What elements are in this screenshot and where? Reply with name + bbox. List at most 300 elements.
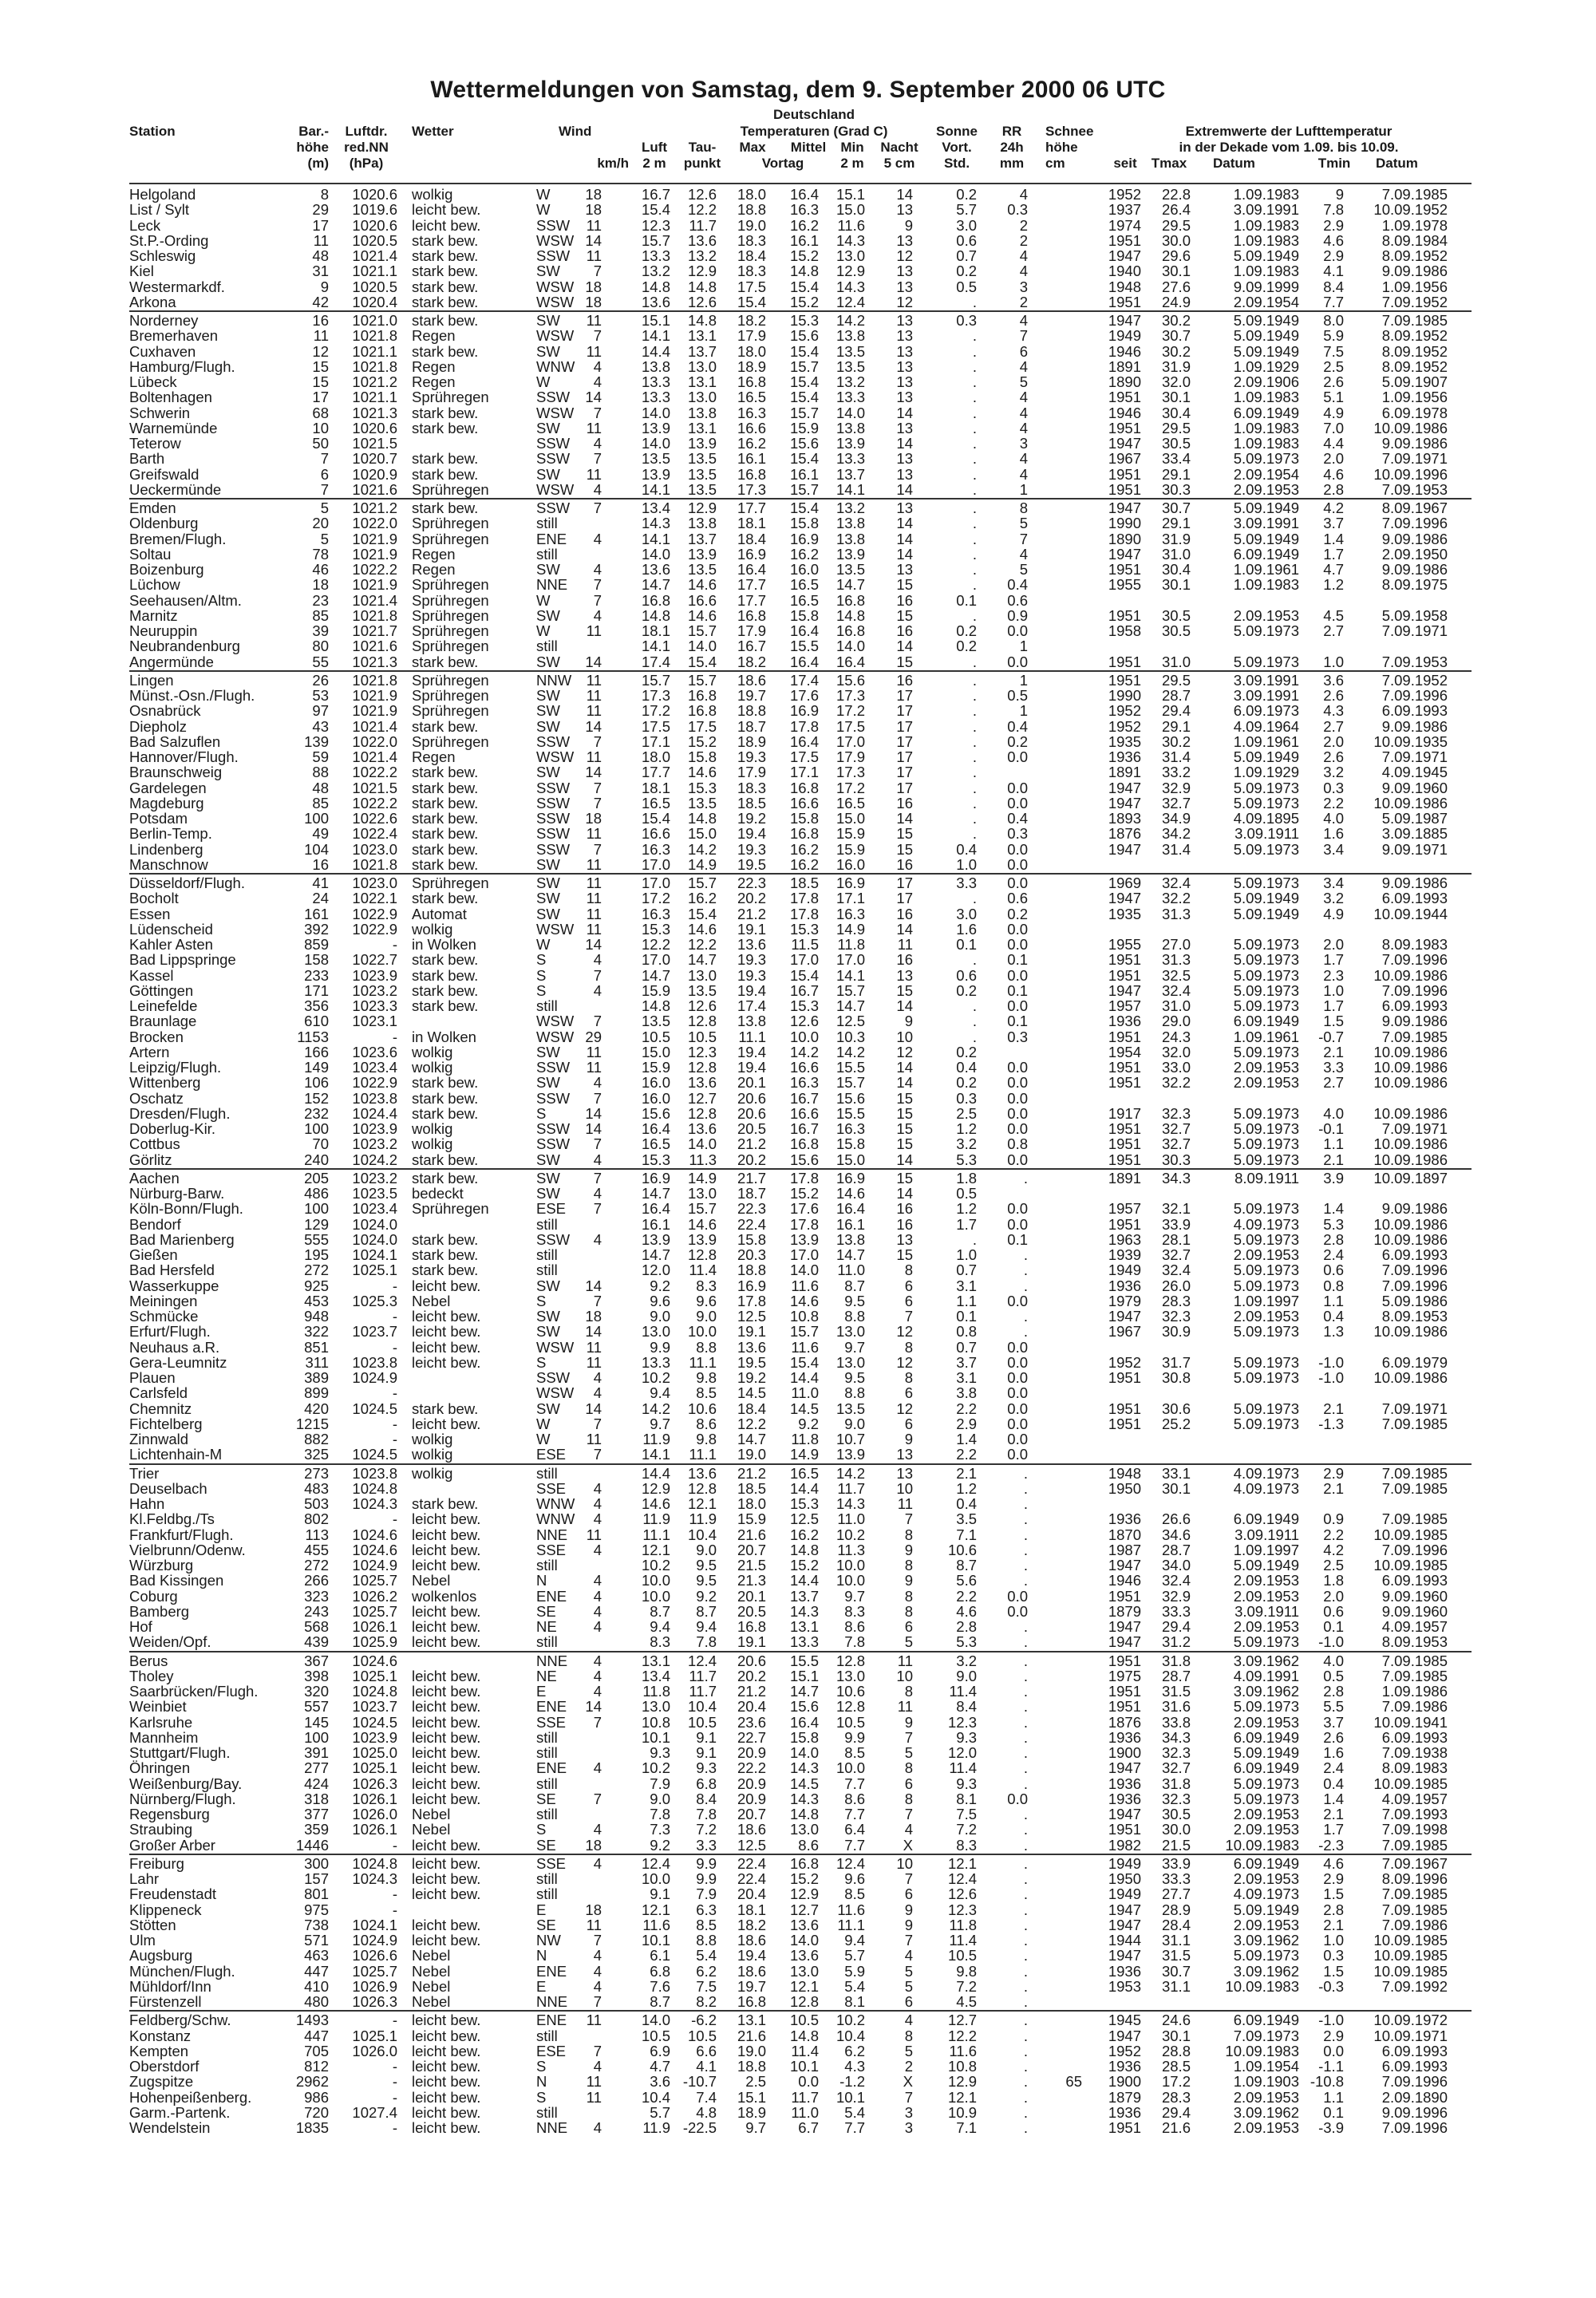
barometer-height: 243: [304, 1602, 329, 1620]
pressure: -: [392, 1901, 397, 1918]
pressure: 1024.4: [352, 1104, 397, 1122]
tmin-date: 7.09.1952: [1381, 293, 1448, 310]
barometer-height: 391: [304, 1744, 329, 1761]
wind-speed: 4: [593, 981, 602, 999]
pressure: 1023.2: [352, 1135, 397, 1153]
weather: leicht bew.: [412, 1510, 481, 1528]
record-since: 1890: [1108, 373, 1141, 390]
temp-night: 9: [904, 1572, 913, 1589]
wind-direction: SSW: [536, 779, 571, 796]
header-sonne-3: Std.: [943, 156, 970, 171]
table-row: [0, 500, 1596, 515]
wind-direction: E: [536, 1901, 547, 1918]
sunshine: .: [972, 1230, 977, 1248]
tmax-record: 32.1: [1161, 1200, 1191, 1218]
tmin-record: 1.7: [1323, 951, 1344, 969]
pressure: 1022.9: [352, 1074, 397, 1092]
table-row: [0, 1699, 1596, 1714]
precipitation: 4: [1019, 389, 1028, 406]
temp-mean-prev: 15.5: [789, 638, 819, 655]
wind-direction: W: [536, 186, 551, 203]
tmax-record: 29.1: [1161, 515, 1191, 532]
precipitation: .: [1023, 1652, 1028, 1669]
pressure: 1024.8: [352, 1854, 397, 1872]
sunshine: .: [972, 606, 977, 624]
sunshine: 0.8: [956, 1323, 977, 1340]
barometer-height: 455: [304, 1541, 329, 1558]
record-since: 1879: [1108, 1602, 1141, 1620]
temp-night: 8: [904, 1759, 913, 1777]
wind-speed: 11: [586, 2088, 602, 2106]
tmin-date: 7.09.1985: [1381, 1464, 1448, 1482]
tmax-record: 29.4: [1161, 2103, 1191, 2121]
temp-mean-prev: 14.5: [789, 1775, 819, 1792]
tmax-date: 1.09.1961: [1233, 732, 1299, 750]
tmin-record: 3.7: [1323, 1713, 1344, 1731]
tmin-record: 0.6: [1323, 1602, 1344, 1620]
temp-night: 12: [896, 1043, 913, 1060]
temp-mean-prev: 15.4: [789, 373, 819, 390]
temp-night: 12: [896, 247, 913, 264]
tmin-record: 1.6: [1323, 1744, 1344, 1761]
temp-air: 12.0: [641, 1262, 670, 1279]
tmax-date: 3.09.1911: [1235, 825, 1299, 843]
temp-mean-prev: 15.7: [789, 480, 819, 498]
tmax-date: 5.09.1973: [1233, 1775, 1299, 1792]
wind-direction: SSE: [536, 1854, 567, 1872]
tmin-date: 9.09.1960: [1381, 1602, 1448, 1620]
barometer-height: 85: [312, 794, 329, 811]
station-name: Hohenpeißenberg.: [129, 2088, 252, 2106]
temp-air: 13.0: [641, 1698, 670, 1716]
temp-dewpoint: 13.6: [687, 231, 717, 249]
tmin-record: 7.0: [1323, 419, 1344, 436]
wind-speed: 11: [586, 1059, 602, 1076]
tmax-date: 5.09.1973: [1233, 1135, 1299, 1153]
station-name: Bad Hersfeld: [129, 1262, 215, 1279]
temp-dewpoint: 11.3: [689, 1151, 717, 1168]
tmin-date: 7.09.1996: [1381, 981, 1448, 999]
station-name: Braunlage: [129, 1013, 197, 1030]
tmin-record: 2.6: [1323, 1728, 1344, 1746]
temp-dewpoint: 10.5: [687, 2027, 717, 2044]
temp-dewpoint: 12.2: [687, 936, 717, 953]
precipitation: 4: [1019, 247, 1028, 264]
precipitation: 0.0: [1007, 1587, 1028, 1605]
sunshine: 3.1: [956, 1277, 977, 1294]
header-sonne-2: Vort.: [942, 140, 972, 155]
wind-direction: SSW: [536, 216, 571, 234]
tmax-record: 17.2: [1161, 2073, 1191, 2091]
weather: wolkig: [412, 1464, 453, 1482]
table-row: [0, 1589, 1596, 1604]
temp-night: 6: [904, 1993, 913, 2010]
record-since: 1947: [1108, 435, 1141, 452]
temp-night: 10: [896, 1479, 913, 1497]
barometer-height: 1215: [295, 1415, 329, 1432]
tmin-record: 1.4: [1323, 1790, 1344, 1807]
pressure: 1024.6: [352, 1541, 397, 1558]
sunshine: .: [972, 997, 977, 1014]
temp-dewpoint: 12.9: [687, 499, 717, 516]
temp-mean-prev: 17.5: [789, 748, 819, 765]
barometer-height: 300: [304, 1854, 329, 1872]
temp-night: 13: [896, 327, 913, 345]
station-name: Bremen/Flugh.: [129, 530, 227, 547]
station-name: Soltau: [129, 545, 172, 563]
record-since: 1947: [1108, 499, 1141, 516]
temp-dewpoint: 12.8: [687, 1246, 717, 1263]
temp-dewpoint: 13.7: [687, 530, 717, 547]
temp-night: 17: [896, 779, 913, 796]
barometer-height: 233: [304, 966, 329, 984]
temp-air: 13.2: [641, 263, 670, 280]
record-since: 1890: [1108, 530, 1141, 547]
tmax-record: 31.2: [1161, 1633, 1191, 1651]
tmax-date: 4.09.1973: [1233, 1885, 1299, 1903]
station-name: Schwerin: [129, 404, 191, 421]
temp-dewpoint: 9.9: [696, 1854, 717, 1872]
station-name: Frankfurt/Flugh.: [129, 1526, 234, 1543]
temp-max-prev: 12.5: [737, 1836, 766, 1854]
tmax-record: 27.0: [1161, 936, 1191, 953]
pressure: 1022.2: [352, 794, 397, 811]
temp-night: 7: [904, 1870, 913, 1887]
station-name: Würzburg: [129, 1557, 194, 1573]
precipitation: 0.0: [1007, 1790, 1028, 1807]
table-row: [0, 187, 1596, 202]
record-since: 1947: [1108, 1806, 1141, 1822]
temp-max-prev: 20.2: [737, 1667, 766, 1684]
temp-air: 15.4: [641, 810, 670, 827]
station-name: Mannheim: [129, 1728, 199, 1746]
temp-air: 9.2: [650, 1836, 670, 1854]
wind-direction: WNW: [536, 357, 575, 375]
weather: Sprühregen: [412, 875, 489, 891]
temp-night: 8: [904, 1369, 913, 1386]
wind-speed: 4: [593, 1074, 602, 1092]
temp-air: 13.6: [641, 561, 670, 578]
barometer-height: 100: [304, 1120, 329, 1137]
tmin-date: 10.09.1985: [1373, 1962, 1448, 1980]
temp-night: 15: [896, 576, 913, 594]
tmin-record: 0.1: [1323, 2103, 1344, 2121]
temp-min: 9.6: [844, 1870, 865, 1887]
weather: leicht bew.: [412, 1602, 481, 1620]
temp-max-prev: 18.8: [737, 1262, 766, 1279]
table-row: [0, 1370, 1596, 1385]
pressure: 1023.0: [352, 875, 397, 891]
tmin-date: 8.09.1952: [1381, 342, 1448, 360]
tmax-record: 27.7: [1161, 1885, 1191, 1903]
tmax-date: 3.09.1991: [1233, 201, 1299, 219]
tmin-date: 8.09.1983: [1381, 936, 1448, 953]
temp-min: 10.3: [836, 1028, 865, 1045]
sunshine: .: [972, 890, 977, 907]
record-since: 1951: [1108, 480, 1141, 498]
tmax-date: 5.09.1973: [1233, 1043, 1299, 1060]
precipitation: 3: [1019, 278, 1028, 295]
temp-mean-prev: 16.4: [789, 653, 819, 670]
wind-speed: 4: [593, 1652, 602, 1669]
table-row: [0, 780, 1596, 796]
wind-speed: 11: [586, 1338, 602, 1356]
wind-speed: 4: [593, 1977, 602, 1995]
header-kmh: km/h: [597, 156, 629, 171]
tmax-date: 5.09.1973: [1233, 1947, 1299, 1964]
temp-max-prev: 20.2: [737, 1151, 766, 1168]
station-name: Boizenburg: [129, 561, 204, 578]
tmin-date: 5.09.1907: [1381, 373, 1448, 390]
pressure: 1024.6: [352, 1652, 397, 1669]
temp-min: 16.8: [836, 622, 865, 639]
record-since: 1950: [1108, 1479, 1141, 1497]
temp-night: 13: [896, 278, 913, 295]
temp-night: 5: [904, 2042, 913, 2059]
tmin-date: 7.09.1985: [1381, 1652, 1448, 1669]
wind-direction: WNW: [536, 1495, 575, 1512]
temp-min: 14.3: [836, 231, 865, 249]
pressure: -: [392, 1028, 397, 1045]
precipitation: 5: [1019, 561, 1028, 578]
barometer-height: 42: [312, 293, 329, 310]
weather: leicht bew.: [412, 1633, 481, 1651]
sunshine: .: [972, 404, 977, 421]
temp-night: 15: [896, 1169, 913, 1187]
wind-speed: 11: [586, 855, 602, 873]
wind-direction: S: [536, 2058, 547, 2075]
record-since: 1952: [1108, 2042, 1141, 2059]
precipitation: 0.8: [1007, 1135, 1028, 1153]
tmax-record: 30.4: [1161, 404, 1191, 421]
pressure: 1025.0: [352, 1744, 397, 1761]
temp-night: 6: [904, 1415, 913, 1432]
temp-dewpoint: 14.6: [687, 920, 717, 938]
barometer-height: 272: [304, 1557, 329, 1573]
table-row: [0, 1106, 1596, 1121]
temp-dewpoint: 14.7: [687, 951, 717, 969]
temp-max-prev: 19.4: [737, 981, 766, 999]
temp-max-prev: 23.6: [737, 1713, 766, 1731]
pressure: 1021.6: [352, 638, 397, 655]
barometer-height: 7: [320, 450, 329, 468]
sunshine: 0.1: [956, 1308, 977, 1325]
temp-night: 8: [904, 1526, 913, 1543]
weather: stark bew.: [412, 1400, 479, 1417]
temp-min: 15.0: [836, 810, 865, 827]
wind-speed: 7: [593, 1089, 602, 1107]
wind-speed: 18: [585, 186, 602, 203]
temp-max-prev: 22.2: [737, 1759, 766, 1777]
weather: stark bew.: [412, 810, 479, 827]
precipitation: 0.2: [1007, 732, 1028, 750]
temp-max-prev: 16.9: [737, 545, 766, 563]
pressure: -: [392, 1510, 397, 1528]
precipitation: 0.0: [1007, 1215, 1028, 1233]
temp-min: 13.8: [836, 419, 865, 436]
temp-max-prev: 17.7: [737, 499, 766, 516]
precipitation: 0.0: [1007, 748, 1028, 765]
sunshine: .: [972, 561, 977, 578]
station-name: Lichtenhain-M: [129, 1446, 223, 1463]
tmax-date: 5.09.1973: [1233, 1698, 1299, 1716]
wind-direction: SSE: [536, 1713, 567, 1731]
header-luftdruck-2: red.NN: [344, 140, 389, 155]
tmin-date: 6.09.1993: [1381, 1246, 1448, 1263]
temp-mean-prev: 15.3: [789, 1495, 819, 1512]
tmax-date: 5.09.1949: [1233, 1901, 1299, 1918]
barometer-height: 389: [304, 1369, 329, 1386]
table-row: [0, 2120, 1596, 2135]
tmax-date: 3.09.1991: [1233, 515, 1299, 532]
tmax-date: 2.09.1906: [1233, 373, 1299, 390]
station-name: Westermarkdf.: [129, 278, 225, 295]
record-since: 1936: [1108, 1013, 1141, 1030]
wind-direction: still: [536, 1806, 558, 1822]
temp-max-prev: 12.5: [737, 1308, 766, 1325]
temp-min: 16.0: [836, 855, 865, 873]
record-since: 1891: [1108, 1169, 1141, 1187]
station-name: Nürnberg/Flugh.: [129, 1790, 236, 1807]
temp-min: 15.1: [836, 186, 865, 203]
temp-max-prev: 19.3: [737, 748, 766, 765]
tmin-date: 7.09.1998: [1381, 1821, 1448, 1838]
wind-speed: 7: [593, 779, 602, 796]
temp-max-prev: 18.5: [737, 794, 766, 811]
station-name: Görlitz: [129, 1151, 172, 1168]
tmax-record: 34.3: [1161, 1728, 1191, 1746]
temp-night: 7: [904, 1308, 913, 1325]
station-name: Lindenberg: [129, 840, 203, 858]
wind-direction: still: [536, 638, 558, 655]
tmin-date: 8.09.1952: [1381, 327, 1448, 345]
wind-direction: SW: [536, 764, 560, 781]
sunshine: .: [972, 576, 977, 594]
temp-mean-prev: 14.4: [789, 1572, 819, 1589]
tmax-date: 1.09.1961: [1233, 1028, 1299, 1045]
tmax-record: 28.7: [1161, 1541, 1191, 1558]
record-since: 1951: [1108, 1369, 1141, 1386]
wind-direction: ENE: [536, 1759, 567, 1777]
weather: Nebel: [412, 1947, 451, 1964]
wind-direction: still: [536, 1262, 558, 1279]
tmax-record: 28.7: [1161, 1667, 1191, 1684]
weather: Nebel: [412, 1292, 451, 1309]
record-since: 1947: [1108, 247, 1141, 264]
pressure: 1023.6: [352, 1043, 397, 1060]
temp-min: 11.3: [837, 1541, 865, 1558]
pressure: 1022.0: [352, 732, 397, 750]
temp-min: 14.2: [836, 1043, 865, 1060]
precipitation: 0.9: [1007, 606, 1028, 624]
tmin-date: 6.09.1993: [1381, 702, 1448, 720]
temp-mean-prev: 16.4: [789, 732, 819, 750]
wind-direction: WSW: [536, 1384, 575, 1402]
table-row: [0, 1856, 1596, 1871]
temp-max-prev: 20.1: [737, 1587, 766, 1605]
temp-air: 9.0: [650, 1308, 670, 1325]
station-name: Zinnwald: [129, 1431, 189, 1447]
temp-mean-prev: 14.8: [789, 2027, 819, 2044]
sunshine: .: [972, 342, 977, 360]
temp-max-prev: 20.6: [737, 1652, 766, 1669]
precipitation: .: [1023, 1633, 1028, 1651]
tmin-date: 8.09.1952: [1381, 357, 1448, 375]
tmin-date: 7.09.1993: [1381, 1806, 1448, 1822]
temp-mean-prev: 14.4: [789, 1369, 819, 1386]
tmax-record: 31.7: [1161, 1353, 1191, 1371]
weather: stark bew.: [412, 1089, 479, 1107]
table-row: [0, 263, 1596, 278]
temp-min: 10.2: [836, 1526, 865, 1543]
table-row: [0, 1496, 1596, 1511]
temp-air: 14.1: [641, 1446, 670, 1463]
record-since: 1969: [1108, 875, 1141, 891]
temp-dewpoint: 13.5: [687, 981, 717, 999]
sunshine: 0.2: [956, 981, 977, 999]
pressure: 1020.5: [352, 278, 397, 295]
weather: stark bew.: [412, 779, 479, 796]
temp-min: 11.0: [837, 1510, 865, 1528]
temp-max-prev: 20.6: [737, 1104, 766, 1122]
barometer-height: 398: [304, 1667, 329, 1684]
station-name: Diepholz: [129, 717, 187, 735]
pressure: 1025.1: [352, 1667, 397, 1684]
tmin-date: 7.09.1971: [1381, 450, 1448, 468]
tmin-record: 0.3: [1323, 779, 1344, 796]
tmax-record: 30.3: [1161, 1151, 1191, 1168]
table-row: [0, 2043, 1596, 2059]
tmin-date: 10.09.1985: [1373, 1932, 1448, 1949]
tmax-record: 32.3: [1161, 1790, 1191, 1807]
pressure: 1021.9: [352, 545, 397, 563]
temp-min: 9.5: [844, 1369, 865, 1386]
station-name: Wendelstein: [129, 2119, 211, 2136]
tmax-record: 30.5: [1161, 622, 1191, 639]
temp-max-prev: 21.2: [737, 905, 766, 922]
temp-mean-prev: 11.4: [791, 2042, 819, 2059]
temp-night: 9: [904, 1431, 913, 1447]
tmax-date: 5.09.1973: [1233, 997, 1299, 1014]
pressure: 1021.4: [352, 717, 397, 735]
temp-dewpoint: 11.9: [689, 1510, 717, 1528]
temp-min: 7.8: [844, 1633, 865, 1651]
header-min-2m: 2 m: [840, 156, 864, 171]
tmax-date: 5.09.1949: [1233, 748, 1299, 765]
sunshine: 3.3: [956, 875, 977, 891]
barometer-height: 325: [304, 1446, 329, 1463]
sunshine: 8.1: [956, 1790, 977, 1807]
tmin-record: 3.4: [1323, 875, 1344, 891]
weather: stark bew.: [412, 450, 479, 468]
temp-mean-prev: 16.2: [789, 1526, 819, 1543]
wind-speed: 4: [593, 1602, 602, 1620]
temp-night: 3: [904, 2103, 913, 2121]
temp-min: 9.7: [844, 1338, 865, 1356]
tmin-record: 2.3: [1323, 966, 1344, 984]
table-row: [0, 1324, 1596, 1339]
station-name: Köln-Bonn/Flugh.: [129, 1200, 243, 1218]
tmax-record: 31.0: [1161, 653, 1191, 670]
pressure: -: [392, 2073, 397, 2091]
precipitation: 0.0: [1007, 875, 1028, 891]
wind-direction: S: [536, 1353, 547, 1371]
temp-min: 17.0: [836, 732, 865, 750]
subtitle-deutschland: Deutschland: [772, 107, 855, 122]
wind-direction: NNE: [536, 1993, 568, 2010]
temp-dewpoint: 16.2: [687, 890, 717, 907]
temp-min: 10.4: [836, 2027, 865, 2044]
